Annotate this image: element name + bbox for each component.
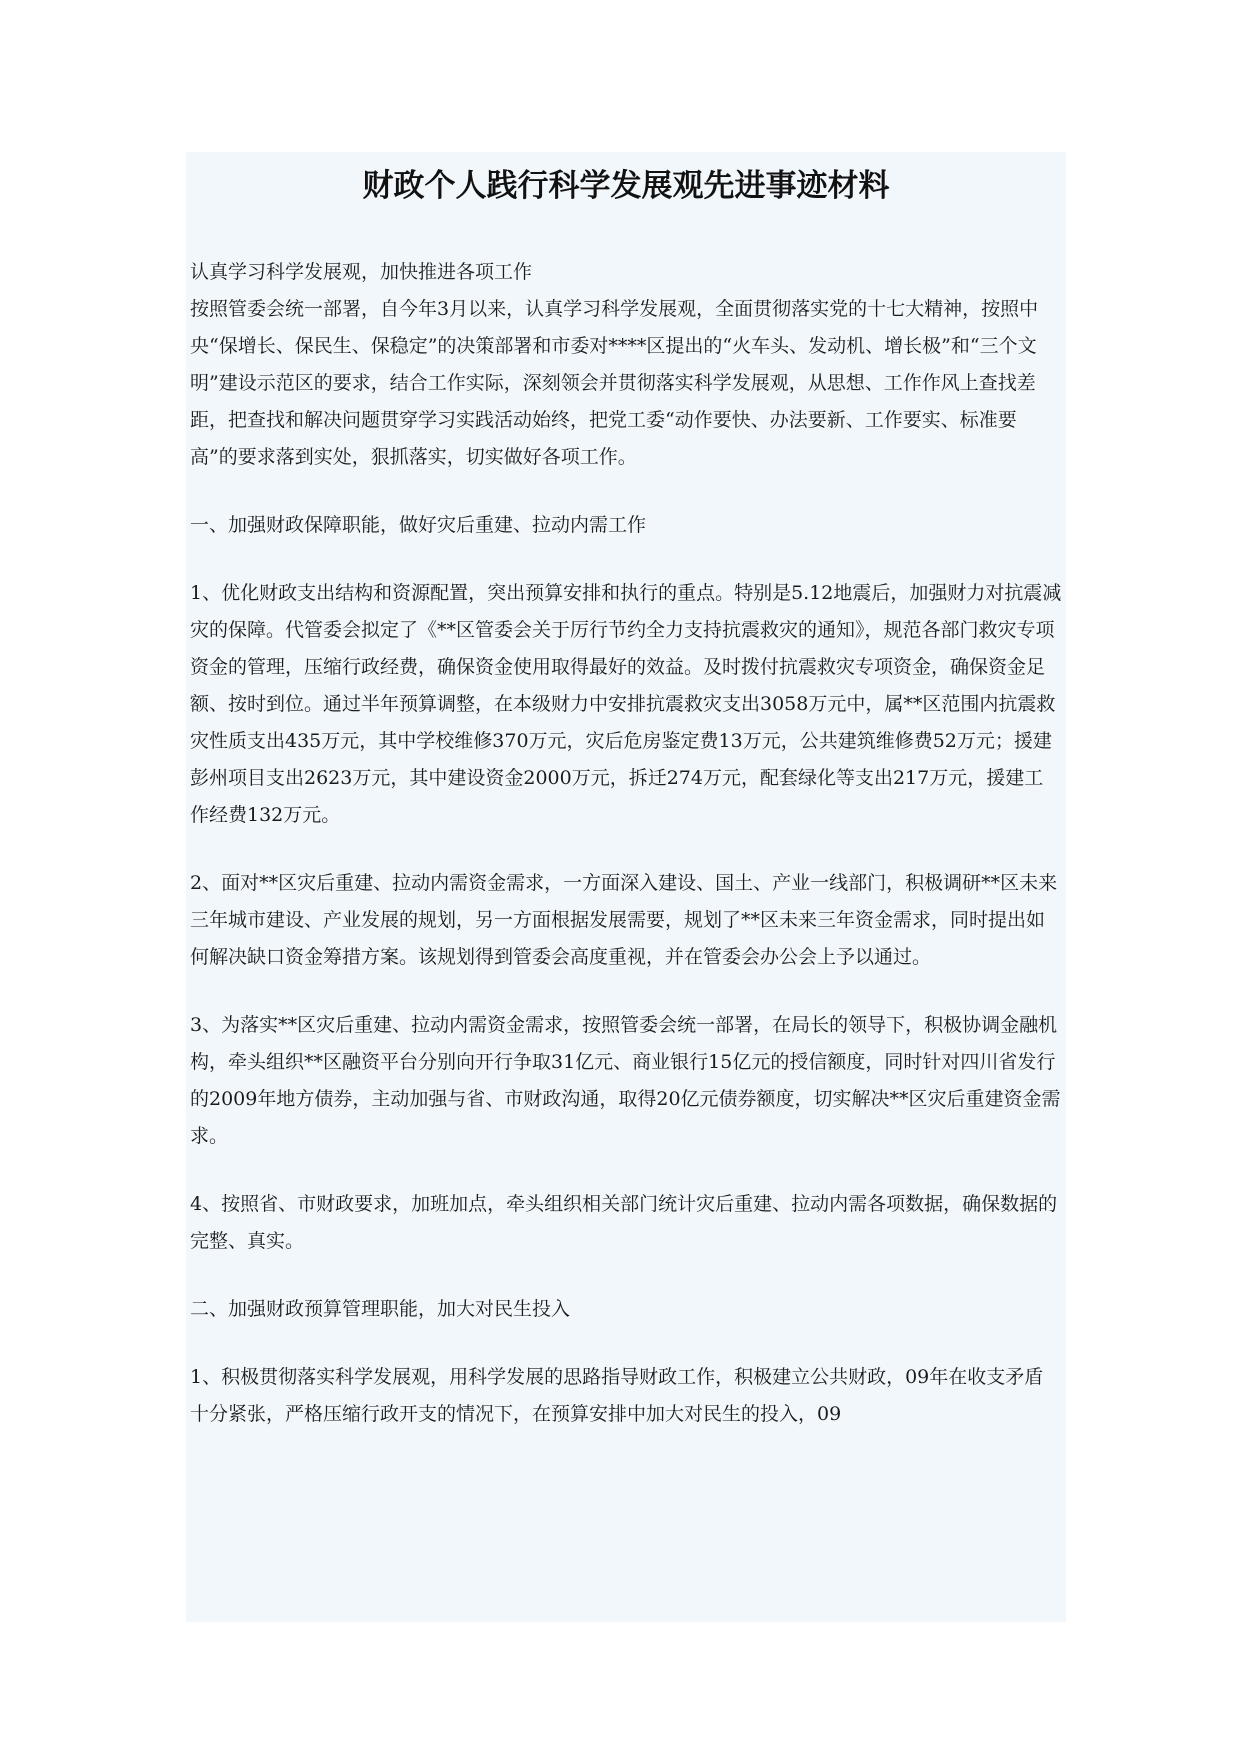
paragraph-intro: 按照管委会统一部署，自今年3月以来，认真学习科学发展观，全面贯彻落实党的十七大精神，按照中央“保增长、保民生、保稳定”的决策部署和市委对****区提出的“火车头、发动机、增长极”和“三个文明”建设示范区的要求，结合工作实际，深刻领会并贯彻落实科学发展观，从思想、工作作风上查找差距，把查找和解决问题贯穿学习实践活动始终，把党工委“动作要快、办法要新、工作要实、标准要高”的要求落到实处，狠抓落实，切实做好各项工作。 — [190, 298, 1039, 468]
section-heading-2: 二、加强财政预算管理职能，加大对民生投入 — [190, 1298, 571, 1320]
document-body — [190, 254, 1062, 1433]
document-title: 财政个人践行科学发展观先进事迹材料 — [362, 168, 890, 204]
document-page — [186, 152, 1066, 1622]
paragraph-1-1: 1、优化财政支出结构和资源配置，突出预算安排和执行的重点。特别是5.12地震后，加强财力对抗震减灾的保障。代管委会拟定了《**区管委会关于厉行节约全力支持抗震救灾的通知》，规范各部门救灾专项资金的管理，压缩行政经费，确保资金使用取得最好的效益。及时拨付抗震救灾专项资金，确保资金足额、按时到位。通过半年预算调整，在本级财力中安排抗震救灾支出3058万元中，属**区范围内抗震救灾性质支出435万元，其中学校维修370万元，灾后危房鉴定费13万元，公共建筑维修费52万元；援建彭州项目支出2623万元，其中建设资金2000万元，拆迁274万元，配套绿化等支出217万元，援建工作经费132万元。 — [190, 582, 1062, 826]
paragraph-1-3: 3、为落实**区灾后重建、拉动内需资金需求，按照管委会统一部署，在局长的领导下，积极协调金融机构，牵头组织**区融资平台分别向开行争取31亿元、商业银行15亿元的授信额度，同时针对四川省发行的2009年地方债券，主动加强与省、市财政沟通，取得20亿元债券额度，切实解决**区灾后重建资金需求。 — [190, 1014, 1061, 1147]
paragraph-1-2: 2、面对**区灾后重建、拉动内需资金需求，一方面深入建设、国土、产业一线部门，积极调研**区未来三年城市建设、产业发展的规划，另一方面根据发展需要，规划了**区未来三年资金需求，同时提出如何解决缺口资金筹措方案。该规划得到管委会高度重视，并在管委会办公会上予以通过。 — [190, 872, 1058, 968]
paragraph-2-1: 1、积极贯彻落实科学发展观，用科学发展的思路指导财政工作，积极建立公共财政，09年在收支矛盾十分紧张，严格压缩行政开支的情况下，在预算安排中加大对民生的投入，09 — [190, 1366, 1044, 1425]
section-heading-1: 一、加强财政保障职能，做好灾后重建、拉动内需工作 — [190, 514, 647, 536]
paragraph-intro-heading: 认真学习科学发展观，加快推进各项工作 — [190, 261, 533, 283]
paragraph-1-4: 4、按照省、市财政要求，加班加点，牵头组织相关部门统计灾后重建、拉动内需各项数据，确保数据的完整、真实。 — [190, 1193, 1058, 1252]
